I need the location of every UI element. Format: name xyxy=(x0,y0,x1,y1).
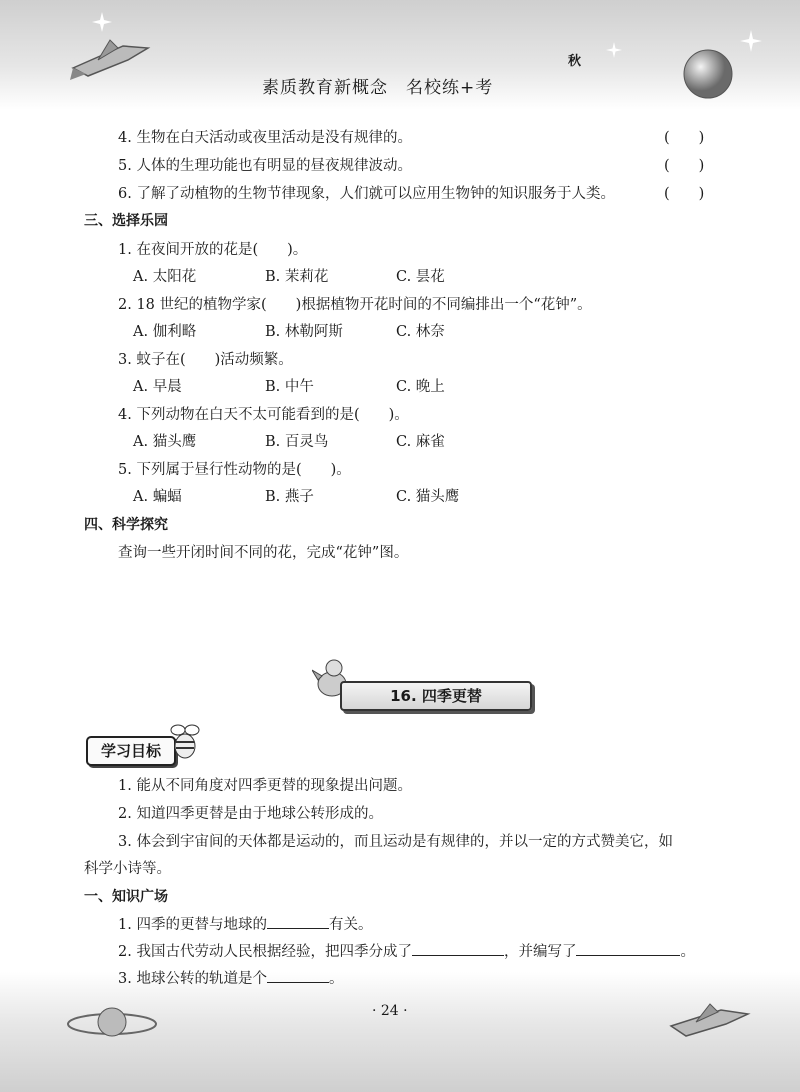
question: 3. 蚊子在( )活动频繁。 xyxy=(118,352,293,368)
lesson-title: 16. 四季更替 xyxy=(340,681,532,711)
fill-question: 1. 四季的更替与地球的 有关。 xyxy=(118,913,372,934)
option: A. 早晨 xyxy=(133,379,182,395)
option: C. 昙花 xyxy=(396,269,445,285)
answer-blank[interactable] xyxy=(267,914,329,929)
star-icon xyxy=(92,12,112,32)
option: B. 中午 xyxy=(265,379,314,395)
space-shuttle-icon xyxy=(68,28,158,88)
answer-paren: ( ) xyxy=(664,186,705,202)
space-shuttle-icon xyxy=(666,996,756,1046)
goal-item: 3. 体会到宇宙间的天体都是运动的，而且运动是有规律的，并以一定的方式赞美它，如 xyxy=(118,834,673,850)
question: 4. 下列动物在白天不太可能看到的是( )。 xyxy=(118,407,409,423)
tf-item: 6. 了解了动植物的生物节律现象，人们就可以应用生物钟的知识服务于人类。 xyxy=(118,186,615,202)
page-header-title: 素质教育新概念 名校练+考 xyxy=(262,78,494,98)
answer-blank[interactable] xyxy=(412,941,504,956)
ringed-planet-icon xyxy=(66,1000,158,1046)
bee-mascot-icon xyxy=(168,722,202,762)
goal-item: 2. 知道四季更替是由于地球公转形成的。 xyxy=(118,806,383,822)
goal-item: 1. 能从不同角度对四季更替的现象提出问题。 xyxy=(118,778,412,794)
answer-blank[interactable] xyxy=(576,941,680,956)
option: A. 伽利略 xyxy=(133,324,197,340)
goal-item: 科学小诗等。 xyxy=(84,861,171,877)
option: A. 猫头鹰 xyxy=(133,434,197,450)
option: B. 林勒阿斯 xyxy=(265,324,343,340)
answer-paren: ( ) xyxy=(664,158,705,174)
option: C. 晚上 xyxy=(396,379,445,395)
season-label: 秋 xyxy=(568,54,582,69)
fill-question: 3. 地球公转的轨道是个 。 xyxy=(118,967,343,988)
planet-icon xyxy=(682,48,734,100)
option: B. 百灵鸟 xyxy=(265,434,329,450)
star-icon xyxy=(606,42,622,58)
question: 1. 在夜间开放的花是( )。 xyxy=(118,242,308,258)
option: B. 茉莉花 xyxy=(265,269,329,285)
tf-item: 5. 人体的生理功能也有明显的昼夜规律波动。 xyxy=(118,158,412,174)
option: C. 林奈 xyxy=(396,324,445,340)
answer-blank[interactable] xyxy=(267,968,329,983)
section-text: 查询一些开闭时间不同的花，完成“花钟”图。 xyxy=(118,545,409,561)
option: A. 蝙蝠 xyxy=(133,489,182,505)
tf-item: 4. 生物在白天活动或夜里活动是没有规律的。 xyxy=(118,130,412,146)
option: C. 猫头鹰 xyxy=(396,489,460,505)
section-title: 三、选择乐园 xyxy=(84,213,168,229)
option: C. 麻雀 xyxy=(396,434,445,450)
option: B. 燕子 xyxy=(265,489,314,505)
fill-question: 2. 我国古代劳动人民根据经验，把四季分成了 ，并编写了 。 xyxy=(118,940,695,961)
page-number: · 24 · xyxy=(372,1003,408,1019)
question: 2. 18 世纪的植物学家( )根据植物开花时间的不同编排出一个“花钟”。 xyxy=(118,297,592,313)
answer-paren: ( ) xyxy=(664,130,705,146)
star-icon xyxy=(740,30,762,52)
question: 5. 下列属于昼行性动物的是( )。 xyxy=(118,462,351,478)
option: A. 太阳花 xyxy=(133,269,197,285)
section-title: 四、科学探究 xyxy=(84,517,168,533)
learning-goals-label: 学习目标 xyxy=(86,736,176,766)
section-title: 一、知识广场 xyxy=(84,889,168,905)
